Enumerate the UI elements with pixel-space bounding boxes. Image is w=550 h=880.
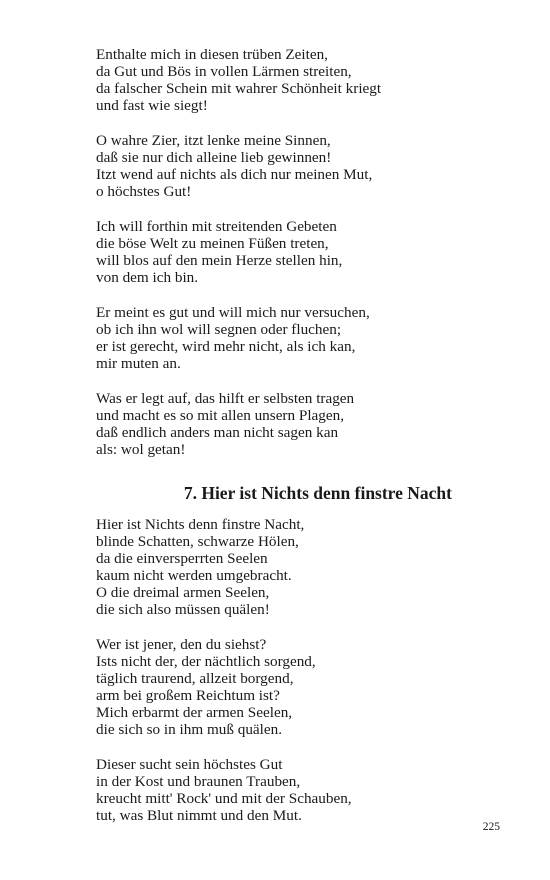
verse-line: die sich so in ihm muß quälen. [96, 721, 283, 738]
verse-line: Dieser sucht sein höchstes Gut [96, 756, 283, 773]
verse-line: er ist gerecht, wird mehr nicht, als ich kan, [96, 338, 356, 355]
stanza [96, 132, 456, 200]
verse-line: von dem ich bin. [96, 269, 199, 286]
verse-line: o höchstes Gut! [96, 183, 192, 200]
verse-line: täglich traurend, allzeit borgend, [96, 670, 294, 687]
verse-line: als: wol getan! [96, 441, 186, 458]
verse-line: Er meint es gut und will mich nur versuchen, [96, 304, 370, 321]
page-content [96, 46, 456, 842]
verse-line: da Gut und Bös in vollen Lärmen streiten, [96, 63, 352, 80]
verse-line: will blos auf den mein Herze stellen hin, [96, 252, 343, 269]
verse-line: Mich erbarmt der armen Seelen, [96, 704, 293, 721]
verse-line: mir muten an. [96, 355, 181, 372]
verse-line: Ists nicht der, der nächtlich sorgend, [96, 653, 316, 670]
verse-line: tut, was Blut nimmt und den Mut. [96, 807, 302, 824]
verse-line: in der Kost und braunen Trauben, [96, 773, 301, 790]
verse-line: Was er legt auf, das hilft er selbsten tragen [96, 390, 355, 407]
verse-line: O wahre Zier, itzt lenke meine Sinnen, [96, 132, 331, 149]
verse-line: Wer ist jener, den du siehst? [96, 636, 267, 653]
verse-line: blinde Schatten, schwarze Hölen, [96, 533, 299, 550]
page-number: 225 [482, 821, 500, 833]
verse-line: und macht es so mit allen unsern Plagen, [96, 407, 345, 424]
verse-line: kreucht mitt' Rock' und mit der Schauben, [96, 790, 352, 807]
stanza [96, 390, 456, 458]
stanza [96, 516, 456, 618]
verse-line: ob ich ihn wol will segnen oder fluchen; [96, 321, 342, 338]
verse-line: da die einversperrten Seelen [96, 550, 268, 567]
verse-line: die böse Welt zu meinen Füßen treten, [96, 235, 329, 252]
verse-line: O die dreimal armen Seelen, [96, 584, 270, 601]
verse-line: Enthalte mich in diesen trüben Zeiten, [96, 46, 328, 63]
verse-line: daß sie nur dich alleine lieb gewinnen! [96, 149, 332, 166]
verse-line: Hier ist Nichts denn finstre Nacht, [96, 516, 305, 533]
verse-line: arm bei großem Reichtum ist? [96, 687, 280, 704]
verse-line: da falscher Schein mit wahrer Schönheit kriegt [96, 80, 382, 97]
verse-line: daß endlich anders man nicht sagen kan [96, 424, 339, 441]
stanza [96, 218, 456, 286]
verse-line: Itzt wend auf nichts als dich nur meinen Mut, [96, 166, 373, 183]
stanza [96, 636, 456, 738]
verse-line: Ich will forthin mit streitenden Gebeten [96, 218, 337, 235]
stanza [96, 46, 456, 114]
verse-line: und fast wie siegt! [96, 97, 208, 114]
stanza [96, 304, 456, 372]
verse-line: die sich also müssen quälen! [96, 601, 270, 618]
verse-line: kaum nicht werden umgebracht. [96, 567, 292, 584]
poem-title: 7. Hier ist Nichts denn finstre Nacht [183, 483, 452, 503]
stanza [96, 756, 456, 824]
